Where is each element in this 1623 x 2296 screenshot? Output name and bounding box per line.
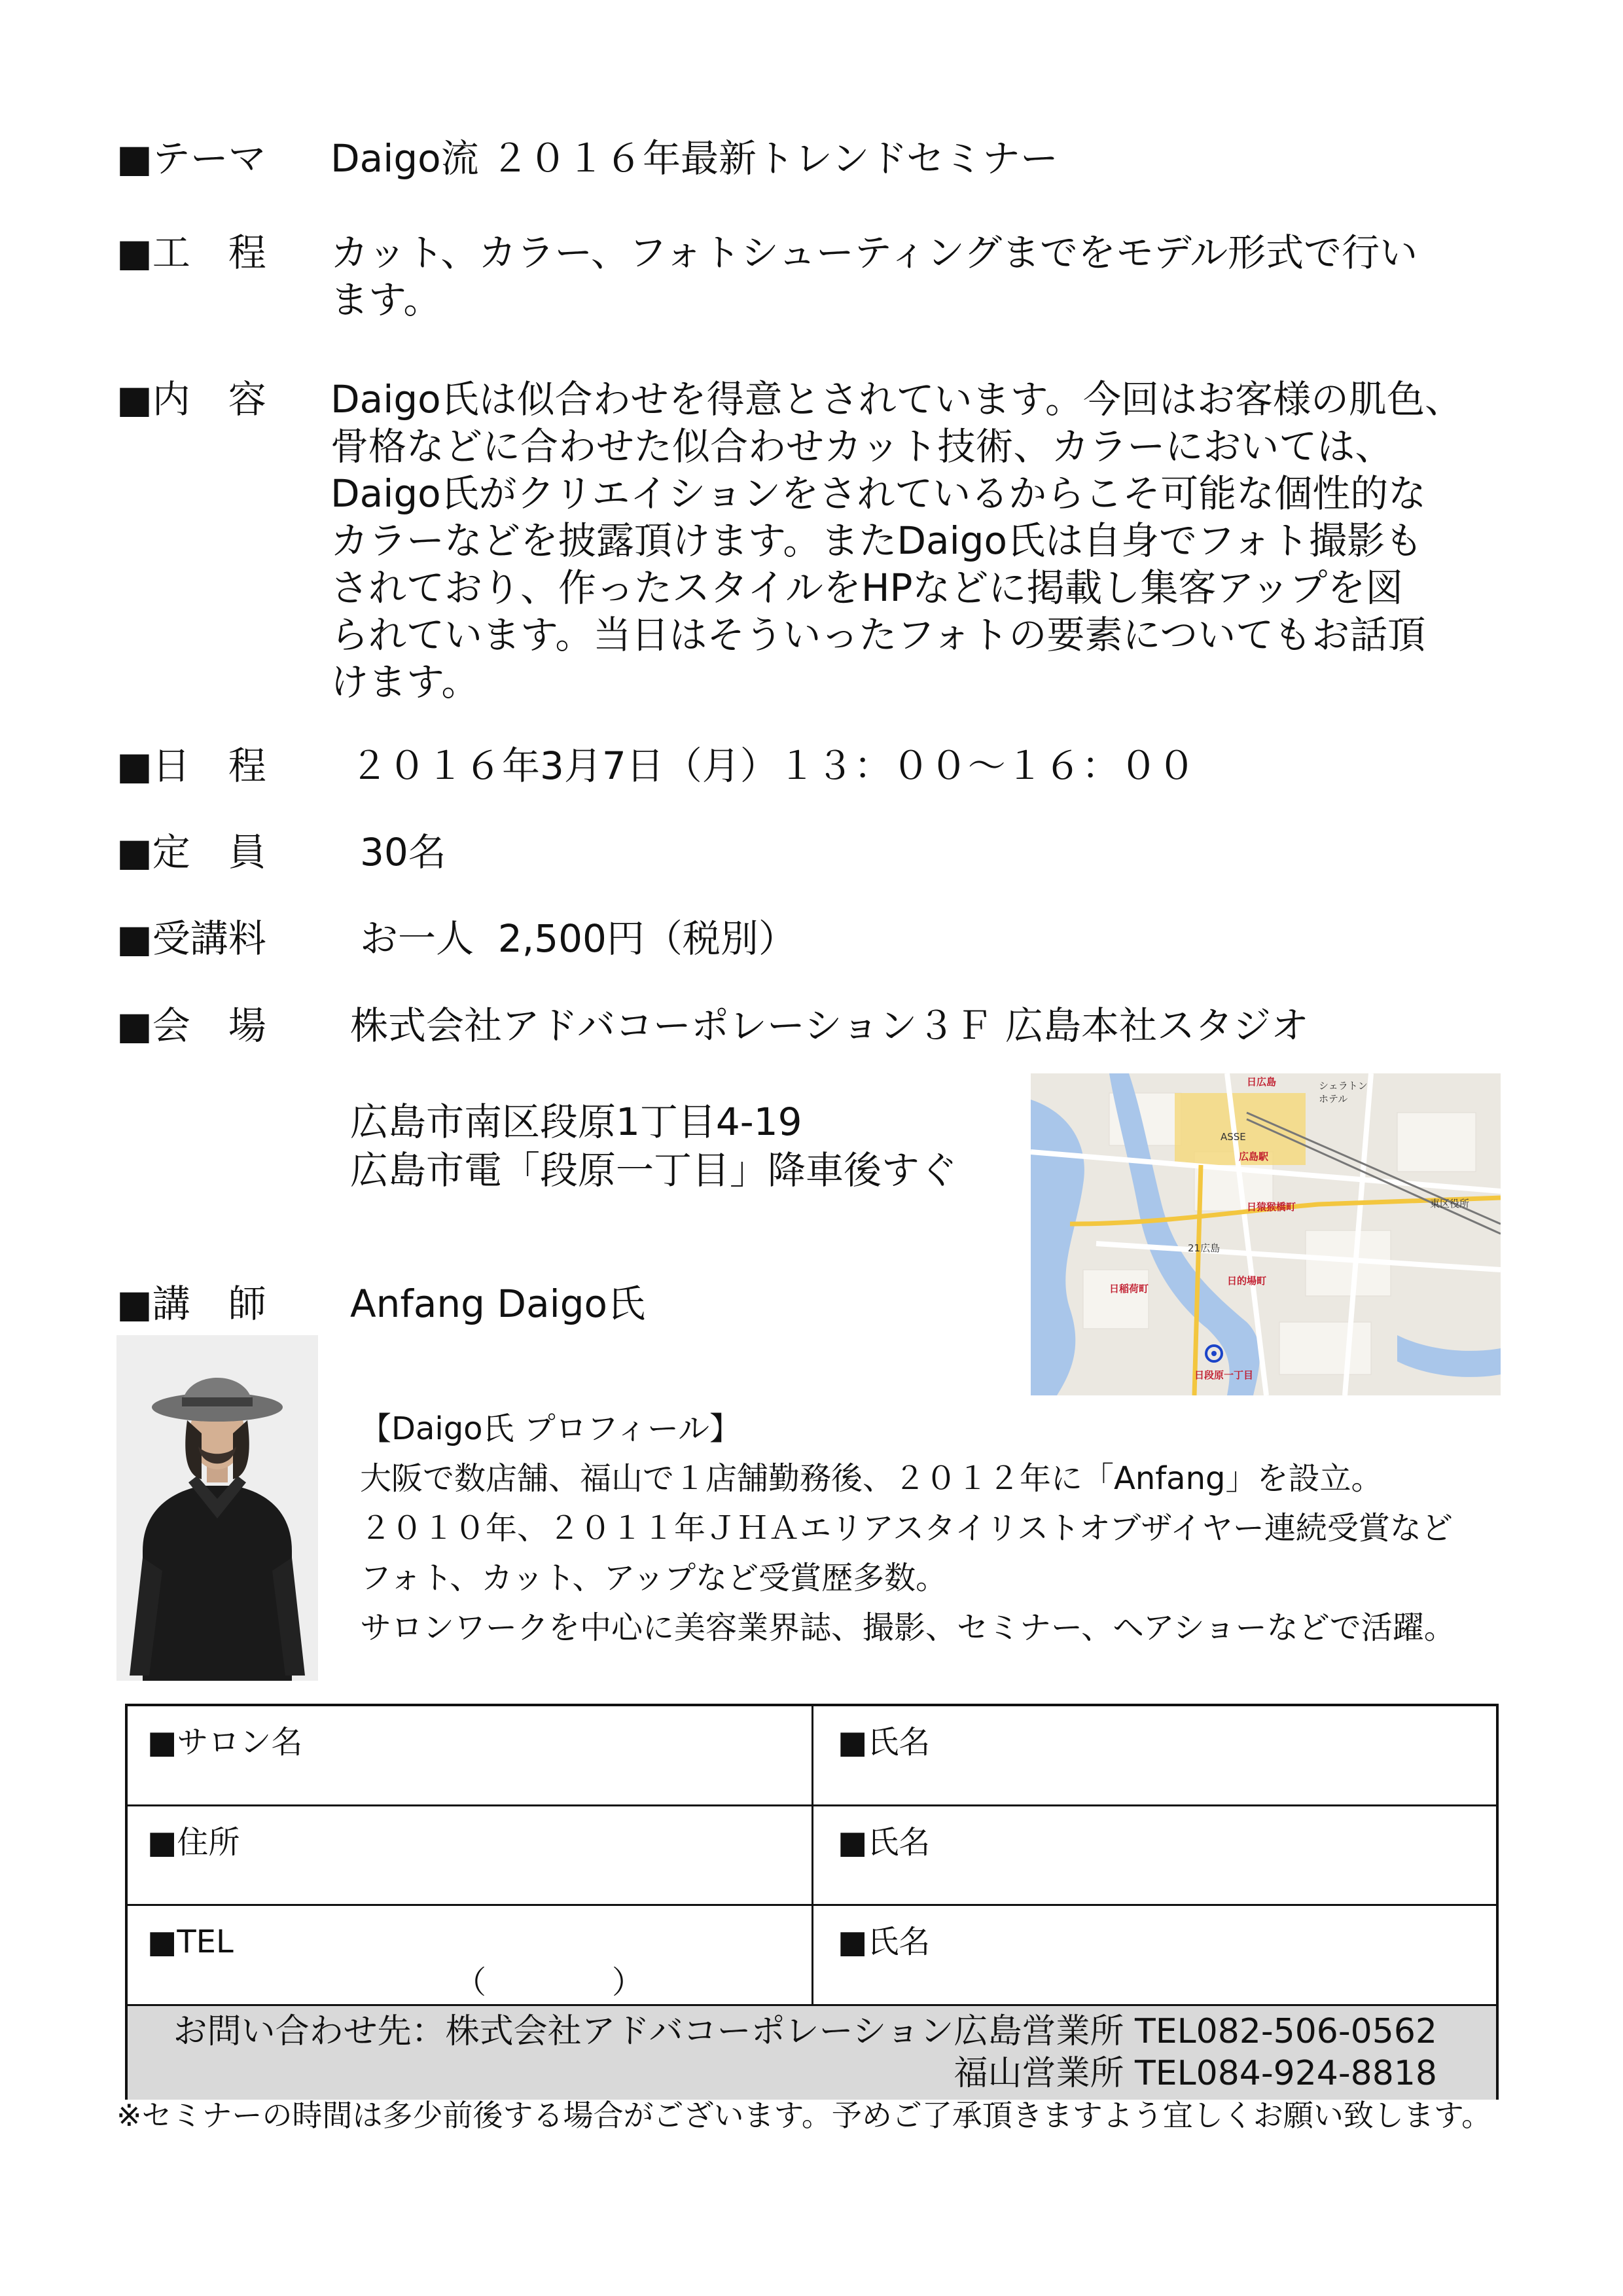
map-label: 日段原一丁目: [1194, 1369, 1254, 1381]
map-label: 21広島: [1188, 1242, 1221, 1254]
content-line: られています。当日はそういったフォトの要素についてもお話頂: [330, 613, 1426, 657]
map-label: 広島駅: [1239, 1151, 1269, 1162]
venue-address: 広島市南区段原1丁目4-19: [350, 1100, 802, 1144]
fee-label: ■受講料: [116, 916, 266, 961]
schedule-label: ■日 程: [116, 744, 266, 788]
form-row-divider: [128, 1804, 1496, 1806]
content-line: カラーなどを披露頂けます。またDaigo氏は自身でフォト撮影も: [330, 518, 1423, 563]
fee-value: お一人 2,500円（税別）: [360, 916, 796, 961]
content-line: Daigo氏がクリエイションをされているからこそ可能な個性的な: [330, 471, 1427, 516]
profile-line: サロンワークを中心に美容業界誌、撮影、セミナー、ヘアショーなどで活躍。: [360, 1609, 1455, 1646]
profile-line: ２０１０年、２０１１年ＪＨＡエリアスタイリストオブザイヤー連続受賞など: [360, 1510, 1453, 1547]
content-text: [330, 376, 1567, 706]
content-line: Daigo氏は似合わせを得意とされています。今回はお客様の肌色、: [330, 377, 1463, 422]
content-line: 骨格などに合わせた似合わせカット技術、カラーにおいては、: [330, 424, 1393, 469]
form-row-divider: [128, 1904, 1496, 1906]
process-label: ■工 程: [116, 230, 266, 275]
map-label: 日広島: [1247, 1076, 1277, 1088]
map-graphic: [1031, 1073, 1501, 1395]
map-label: ホテル: [1319, 1093, 1348, 1105]
profile-line: フォト、カット、アップなど受賞歴多数。: [360, 1560, 948, 1596]
venue-value: 株式会社アドバコーポレーション３Ｆ 広島本社スタジオ: [350, 1003, 1309, 1048]
process-text: [330, 229, 1567, 323]
theme-value: Daigo流 ２０１６年最新トレンドセミナー: [330, 136, 1058, 181]
contact-fukuyama: 福山営業所 TEL084-924-8818: [954, 2054, 1437, 2093]
contact-box: [128, 2006, 1496, 2100]
name-field-3[interactable]: ■氏名: [838, 1924, 931, 1960]
map-label: 東区役所: [1430, 1198, 1470, 1210]
map-label: ASSE: [1221, 1131, 1246, 1143]
venue-label: ■会 場: [116, 1003, 266, 1048]
name-field-1[interactable]: ■氏名: [838, 1724, 931, 1761]
process-line: カット、カラー、フォトシューティングまでをモデル形式で行い: [330, 230, 1418, 275]
profile: [360, 1404, 1455, 1653]
content-line: けます。: [330, 660, 480, 704]
map-label: 日猿猴橋町: [1247, 1201, 1296, 1213]
form-divider: [812, 1706, 813, 2006]
lecturer-figure: [116, 1335, 318, 1681]
capacity-label: ■定 員: [116, 830, 266, 874]
map-label: シェラトン: [1319, 1080, 1368, 1092]
capacity-value: 30名: [360, 830, 446, 874]
salon-name-field[interactable]: ■サロン名: [147, 1724, 303, 1761]
profile-line: 大阪で数店舗、福山で１店舗勤務後、２０１２年に「Anfang」を設立。: [360, 1460, 1383, 1497]
lecturer-label: ■講 師: [116, 1282, 266, 1326]
address-field[interactable]: ■住所: [147, 1824, 240, 1861]
contact-hiroshima: お問い合わせ先：株式会社アドバコーポレーション広島営業所 TEL082-506-0562: [173, 2012, 1437, 2051]
theme-label: ■テーマ: [116, 136, 266, 181]
profile-title: 【Daigo氏 プロフィール】: [360, 1410, 741, 1447]
lecturer-value: Anfang Daigo氏: [350, 1282, 646, 1326]
venue-map[interactable]: [1031, 1073, 1501, 1395]
map-label: 日的場町: [1227, 1275, 1267, 1287]
footnote: ※セミナーの時間は多少前後する場合がございます。予めご了承頂きますよう宜しくお願い致します。: [116, 2098, 1492, 2133]
tel-area-code[interactable]: （ ）: [455, 1964, 644, 2001]
map-label: 日稲荷町: [1109, 1283, 1149, 1295]
venue-access: 広島市電「段原一丁目」降車後すぐ: [350, 1148, 958, 1193]
tel-field[interactable]: ■TEL: [147, 1924, 234, 1960]
lecturer-photo: [116, 1335, 318, 1681]
process-line: ます。: [330, 278, 442, 322]
application-form: [125, 1704, 1499, 2100]
name-field-2[interactable]: ■氏名: [838, 1824, 931, 1861]
content-label: ■内 容: [116, 377, 266, 422]
content-line: されており、作ったスタイルをHPなどに掲載し集客アップを図: [330, 565, 1404, 610]
schedule-value: ２０１６年3月7日（月）１３：００～１６：００: [350, 744, 1196, 788]
